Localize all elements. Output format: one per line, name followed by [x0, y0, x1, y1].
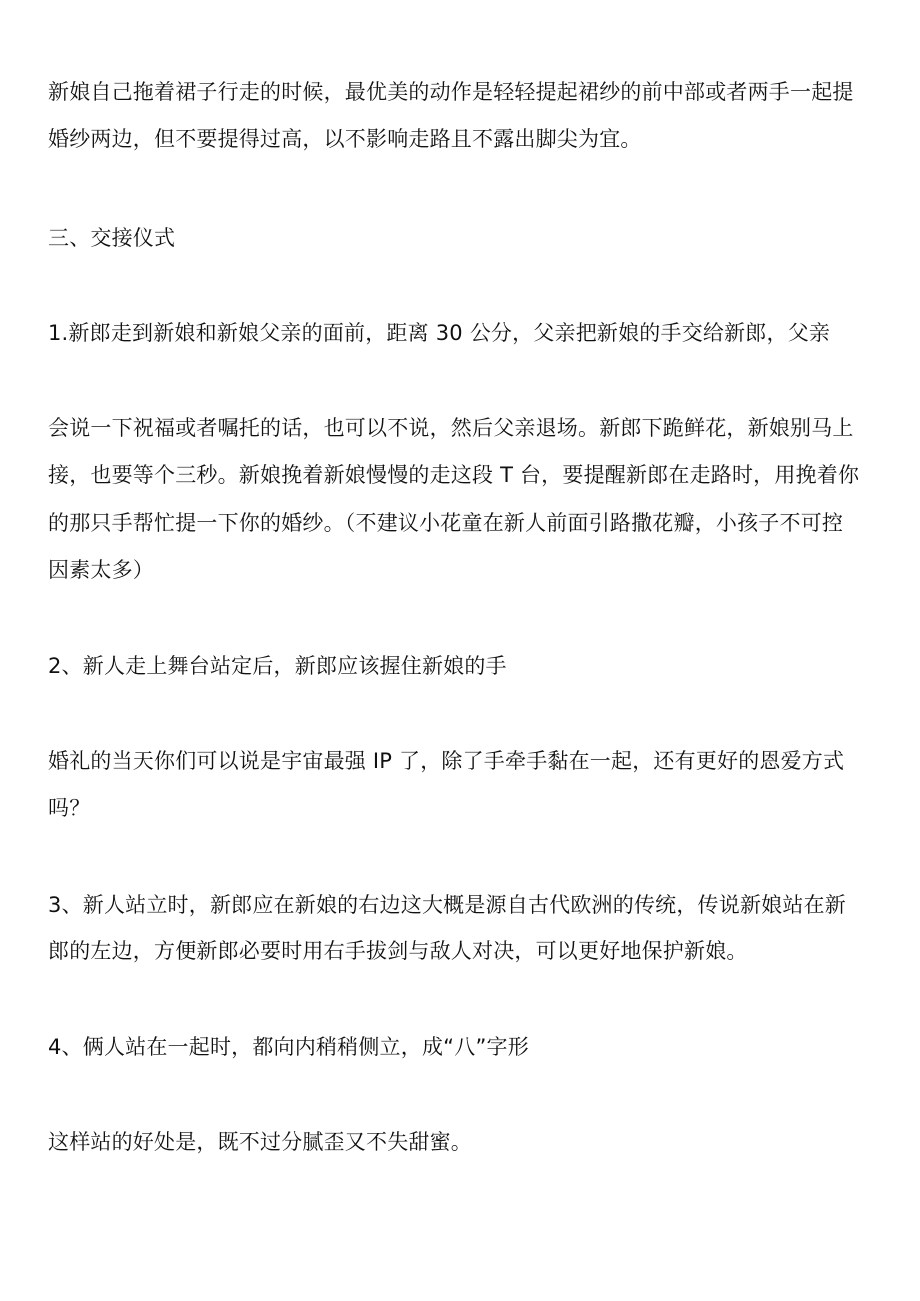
item-1-line-1: 1.新郎走到新娘和新娘父亲的面前，距离 30 公分，父亲把新娘的手交给新郎，父亲 — [48, 321, 831, 345]
item-4-line-1: 这样站的好处是，既不过分腻歪又不失甜蜜。 — [48, 1130, 472, 1154]
paragraph-1-line-1: 新娘自己拖着裙子行走的时候，最优美的动作是轻轻提起裙纱的前中部或者两手一起提 — [48, 80, 854, 104]
item-3-line-2: 郎的左边，方便新郎必要时用右手拔剑与敌人对决，可以更好地保护新娘。 — [48, 939, 748, 963]
item-3-line-1: 3、新人站立时，新郎应在新娘的右边这大概是源自古代欧洲的传统，传说新娘站在新 — [48, 893, 846, 917]
item-1-line-5: 因素太多） — [48, 558, 154, 582]
item-4-heading: 4、俩人站在一起时，都向内稍稍侧立，成“八”字形 — [48, 1035, 529, 1059]
item-2-line-2: 吗？ — [48, 796, 91, 820]
item-1-line-2: 会说一下祝福或者嘱托的话，也可以不说，然后父亲退场。新郎下跪鲜花，新娘别马上 — [48, 416, 854, 440]
item-1-line-3: 接，也要等个三秒。新娘挽着新娘慢慢的走这段 T 台，要提醒新郎在走路时，用挽着你 — [48, 463, 860, 487]
section-heading-handover-ceremony: 三、交接仪式 — [48, 226, 176, 250]
item-1-line-4: 的那只手帮忙提一下你的婚纱。（不建议小花童在新人前面引路撒花瓣，小孩子不可控 — [48, 511, 844, 535]
item-2-heading: 2、新人走上舞台站定后，新郎应该握住新娘的手 — [48, 654, 507, 678]
paragraph-1-line-2: 婚纱两边，但不要提得过高，以不影响走路且不露出脚尖为宜。 — [48, 127, 642, 151]
item-2-line-1: 婚礼的当天你们可以说是宇宙最强 IP 了，除了手牵手黏在一起，还有更好的恩爱方式 — [48, 749, 845, 773]
